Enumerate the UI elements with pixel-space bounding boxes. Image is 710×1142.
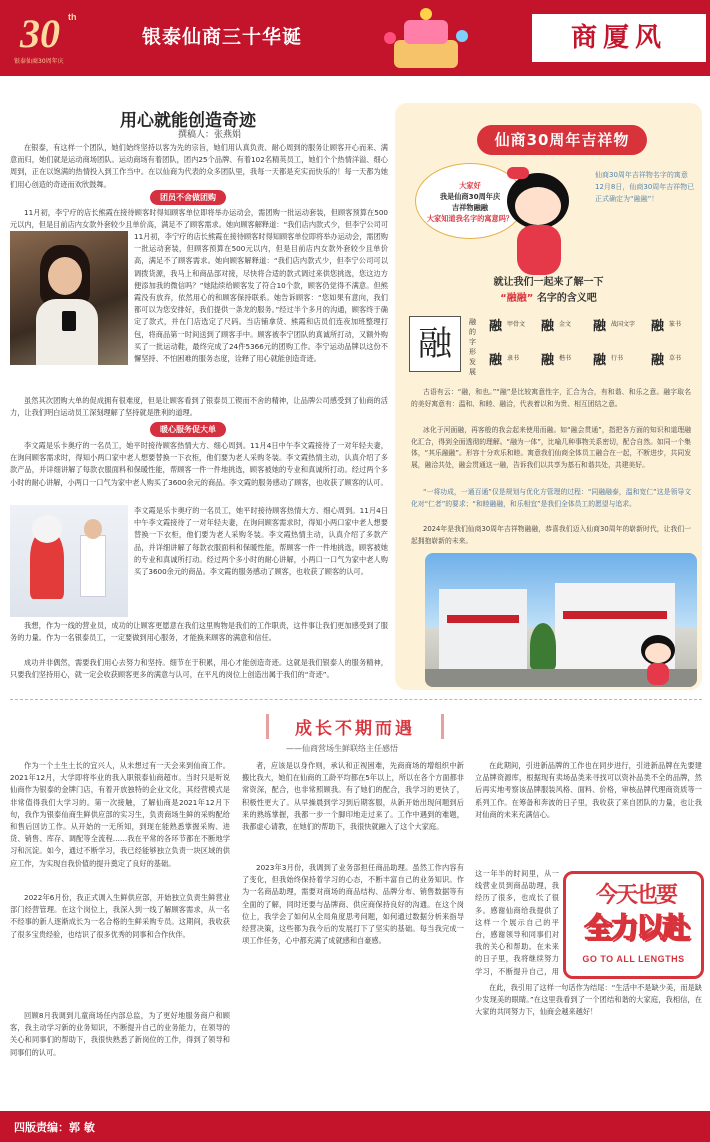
- heading-suffix: 名字的含义吧: [536, 293, 597, 304]
- glyph-form-label: 隶书: [507, 355, 520, 362]
- bubble-line: 大家好: [459, 181, 481, 190]
- article2-subtitle: ——仙商营场生鲜联络主任感悟: [286, 744, 398, 753]
- glyph-form-label: 篆书: [669, 321, 682, 328]
- glyph-form: 融: [593, 353, 607, 368]
- mascot-text-highlight: “一将功成，一通百通”仅是规划与优化方管理的过程：“同融融泰，温和宽仁”这是领导文化对“仁者”的要求；“和睦融融，和乐相宜”是我们全体员工的愿望与追求。: [411, 488, 691, 508]
- page-footer: [0, 1111, 710, 1142]
- mascot-character: [499, 163, 579, 283]
- glyph-form-label: 金文: [559, 321, 572, 328]
- stamp-line: 全力以赴: [583, 911, 688, 944]
- glyph-form: 融: [651, 353, 665, 368]
- heading-name: “融融”: [500, 293, 534, 304]
- footer-editor: 四版责编：郭 敏: [14, 1121, 95, 1134]
- article-intro: 在银泰，有这样一个团队，她们始终坚持以客为先的宗旨，她们用认真负责、耐心周到的服务让顾客开心而来、满意而归，她们就是运动商场团队。运动商场有着团队，团内25个品牌、有着102名精英员工，她们个个热情洋溢、细心周到，正在以饱满的热情投入到工作当中。在以仙商为代表的众多团队里，我每一天都是充实而快乐的！每一天都为她们用心创造的奇迹而欢欣鼓舞。: [10, 143, 388, 189]
- glyph-form: 融: [541, 353, 555, 368]
- glyph-form: 融: [489, 319, 503, 334]
- glyph-form: 融: [651, 319, 665, 334]
- article-title: 用心就能创造奇迹: [120, 111, 256, 131]
- mascot-text: 冰化于河面融，再客般的我会起来使用而融。如“融会贯通”，指把各方面的知识和道理融化汇合，得到全面透彻的理解。“融为一体”，比喻几种事物关系密切，配合自然。如同一个集体，“其乐融融”。形容十分欢乐和睦。寓意我们仙商全体员工融合在一起，不断进步，共同发展，融洽共处，融会贯通这一融，告诉我们以共享为基石和谐共处，共建美好。: [411, 426, 691, 469]
- staff-photo-with-mascot: [10, 505, 128, 617]
- stamp-line: GO TO ALL LENGTHS: [582, 954, 685, 964]
- mascot-banner: 仙商30周年吉祥物: [477, 125, 647, 155]
- glyph-form-label: 楷书: [559, 355, 572, 362]
- mascot-text: 古语有云：“融，和也。”“融”是比较寓意性字，汇合为合，有和谐、和乐之意。融字取名的美好寓意有：温和、和睦、融洽，代表着以和为贵、相互团结之意。: [411, 388, 691, 408]
- article2-paragraph: 2022年6月份，我正式调入生鲜供应部，开始独立负责生鲜营业部门经营管理。在这个岗位上，我深入到一线了解顾客需求，从一名不经事的新人逐渐成长为一名合格的生鲜采购专员。这期间，我收获了很多宝贵经验，也结识了很多优秀的同事和合作伙伴。: [10, 893, 230, 939]
- logo-subtitle: 银泰仙商30周年庆: [14, 58, 64, 65]
- article2-paragraph: 在此期间，引进新品牌的工作也在同步进行，引进新品牌在先要建立品牌资源库，根据现有卖场品类来寻找可以资补品类不全的品牌，然后再实地考察该品牌服装风格、面料、价格，审核品牌代理商资质等一系列工作。在筹备和奔波的日子里，我收获了来自团队的力量，也让我对仙商的未来充满信心。: [475, 761, 702, 819]
- stamp-line: 今天也要: [595, 883, 676, 908]
- glyph-form-label: 草书: [669, 355, 682, 362]
- glyph-form: 融: [541, 319, 555, 334]
- mascot-panel: [395, 103, 702, 690]
- glyph-form-label: 甲骨文: [507, 321, 526, 328]
- bubble-line: 吉祥物融融: [452, 203, 488, 212]
- header-title: 银泰仙商三十华诞: [142, 26, 303, 48]
- glyph-label: 融的字形发展: [469, 318, 476, 376]
- article2-paragraph: 这一年半的时间里，从一线营业员到商品助理，我经历了很多，也成长了很多。感谢仙商给我提供了这样一个展示自己的平台，感谢领导和同事们对我的关心和帮助。在未来的日子里，我将继续努力学习，不断提升自己，用: [475, 869, 559, 976]
- article-paragraph: 成功并非偶然，需要我们用心去努力和坚持。细节在于积累，用心才能创造奇迹。这就是我们银泰人的服务精神，只要我们坚持用心，就一定会收获顾客更多的满意与认可，在平凡的岗位上创造出属于我们的“奇迹”。: [10, 658, 388, 680]
- article-paragraph: 虽然其次团购大单的促成拥有很难度，但是让顾客看到了银泰员工锲而不舍的精神，让品牌公司感受到了仙商的活力，让我们明白运动员工深刻理解了坚持就是胜利的道理。: [10, 396, 388, 418]
- mascot-heading-2: [395, 289, 702, 304]
- glyph-forms: [489, 315, 695, 381]
- motto-stamp: [563, 871, 704, 979]
- article-paragraph: 李文霞是乐卡奥疗的一名员工，她平时接待顾客热情大方、细心周到。11月4日中午李文霞接待了一对年轻夫妻，在询问顾客需求时，得知小两口家中老人想要替换一下衣柜，他们要为老人采购冬装。李文霞热情主动，认真介绍了多款产品，并详细讲解了每款衣服面料和保暖性能，帮顾客一件一件地挑选，顾客被她的专业和真诚所打动。经过两个多小时的耐心讲解，小两口一口气为家中老人购买了3600余元的商品。李文霞的服务感动了顾客，也收获了顾客的认可。: [10, 441, 388, 487]
- section-tag: 暖心服务促大单: [150, 422, 226, 437]
- article-paragraph-continued: [134, 231, 388, 391]
- mascot-intro: 仙商30周年吉祥物名字的寓意12月8日，仙商30周年吉祥物已正式确定为“融融”！: [595, 171, 695, 203]
- article2-paragraph: 者，应该是以身作则，承认和正视困难，先商商场的增组织中新搬比我大，她们在仙商的工龄平均都在5年以上，所以在各个方面都非常资深，配合，也非常照顾我。有了她们的配合，我学习的更快了，积极性更大了。从早操晨到学习到后期客服，从新开始出现问题到后来的熟练掌握，我都一步一个脚印地走过来了。工作中遇到的难题，我都虚心请教，在她们的帮助下，我很快就融入了这个大家庭。: [242, 761, 464, 832]
- article2-paragraph: 2023年3月份，我调到了业务部担任商品助理。虽然工作内容有了变化，但我始终保持着学习的心态，不断丰富自己的业务知识。作为一名商品助理，需要对商场的商品结构、品牌分布、销售数据等有全面的了解，同时还要与品牌商、供应商保持良好的沟通。在这个岗位上，我学会了如何从全局角度思考问题，如何通过数据分析来指导经营决策，这些都为我今后的发展打下了坚实的基础。每当我完成一项工作任务，心中都充满了成就感和自豪感。: [242, 863, 464, 946]
- mascot-text: 2024年是我们仙商30周年吉祥物融融，恭喜我们迈入仙商30周年的崭新时代，让我们一起拥抱崭新的未来。: [411, 525, 691, 545]
- glyph-box: 融: [409, 316, 461, 372]
- article-paragraph-text: 李文霞是乐卡奥疗的一名员工，她平时接待顾客热情大方、细心周到。11月4日中午李文霞接待了一对年轻夫妻，在询问顾客需求时，得知小两口家中老人想要替换一下衣柜，他们要为老人采购冬装。李文霞热情主动，认真介绍了多款产品，并详细讲解了每款衣服面料和保暖性能，帮顾客一件一件地挑选，顾客被她的专业和真诚所打动。经过两个多小时的耐心讲解，小两口一口气为家中老人购买了3600余元的商品。李文霞的服务感动了顾客，也收获了顾客的认可。: [134, 506, 388, 577]
- article2-paragraph: 作为一个土生土长的宜兴人，从未想过有一天会来到仙商工作。2021年12月，大学即将毕业的我入职银泰仙商超市。当时只是听说仙商作为银泰的金牌门店，有着开放独特的企业文化，其经营模式是非常值得我们大学习的。第一次接触，了解仙商是2021年12月下旬，我作为银泰仙商生鲜供应部的实习生，负责商场生鲜的采购配给和售后回访工作。从开始的一无所知，到现在能熟悉掌握采购、进货、销售、库存、调配等全流程……我在平常的各环节都在不断地学习和沉淀。如今，通过不断学习，我已经能够独立负责一块区域的供应工作，为实现自我价值的提升奠定了良好的基础。: [10, 761, 230, 868]
- logo-number: 30: [20, 11, 60, 56]
- article-byline: 撰稿人：张燕娟: [178, 130, 242, 140]
- bubble-line: 我是仙商30周年庆: [439, 192, 501, 201]
- article-paragraph-continued: [134, 505, 388, 617]
- bubble-line: 大家知道我名字的寓意吗？: [426, 214, 514, 223]
- mascot-mini-icon: [633, 635, 683, 685]
- birthday-cake-icon: [376, 6, 476, 72]
- glyph-form-label: 战国文字: [611, 321, 636, 328]
- page-header: [0, 0, 710, 76]
- article2-title: 成长不期而遇: [266, 714, 444, 739]
- glyph-form: 融: [489, 353, 503, 368]
- article2-paragraph: 在此，我引用了这样一句话作为结尾：“生活中不是缺少美，而是缺少发现美的眼睛。”在这里我看到了一个团结和谐的大家庭，我相信，在大家的共同努力下，仙商会越来越好！: [475, 983, 702, 1017]
- article-paragraph: 11月初，李宁疗的店长熊霞在接待顾客时得知顾客单位即将举办运动会，需团购一批运动套装，但顾客预算在500元以内，但是目前店内女款外套较少且单价高，满足不了顾客需求。她向顾客解释道：“我们店内款式少，但李宁公司可: [10, 208, 388, 230]
- glyph-form-label: 行书: [611, 355, 624, 362]
- anniversary-logo: [6, 4, 86, 70]
- mascot-heading: [395, 273, 702, 288]
- section-divider: [10, 699, 702, 700]
- staff-photo: [10, 231, 128, 365]
- article-paragraph: 我想，作为一线的营业员，成功的让顾客更愿意在我们这里购物是我们的工作职责，这件事让我们更加感受到了服务的力量。作为一名银泰员工，一定要做到用心服务，才能换来顾客的满意和信任。: [10, 621, 388, 643]
- heading-prefix: 就让我们一起来了解一下: [493, 277, 604, 288]
- article-paragraph-text: 11月初，李宁疗的店长熊霞在接待顾客时得知顾客单位即将举办运动会，需团购一批运动套装，但顾客预算在500元以内，但是目前店内女款外套较少且单价高，满足不了顾客需求。她向顾客解释道：“我们店内款式少，但李宁公司可以调拨货源，我马上和商品部对接，尽快将合适的款式调过来供您挑选，您这边方便添加我的微信吗？”她陆续给顾客发了符合10个款，顾客仍觉得不满意。但熊霞没有放弃，依然用心的和顾客保持联系。她告诉顾客：“您如果有意向，我们都可以为您安排好，我们提供一条龙的服务。”经过半个多月的沟通，顾客终于确定了款式，并在门店选定了尺码。当店铺拿货、熊霞和店员们连夜加班整理打包，将商品第一时间送到了顾客手中。顾客被李宁团队的真诚所打动，又额外购买了一批运动鞋，最终完成了24件5366元的团购工作。李宁运动品牌以这份不懈坚持、不怕困难的服务态度，诠释了用心就能创造奇迹。: [134, 232, 388, 364]
- section-tag: 团员不舍做团购: [150, 190, 226, 205]
- logo-suffix: th: [68, 12, 77, 22]
- column-brand: 商厦风: [532, 14, 706, 62]
- glyph-form: 融: [593, 319, 607, 334]
- article2-paragraph: 回顾8月我调到儿童商场任内部总监，为了更好地服务商户和顾客，我主动学习新的业务知识，不断提升自己的业务能力，在领导的关心和同事们的帮助下，我很快熟悉了新岗位的工作，得到了领导和同事们的认可。: [10, 1011, 230, 1057]
- article2-heading: [0, 714, 710, 739]
